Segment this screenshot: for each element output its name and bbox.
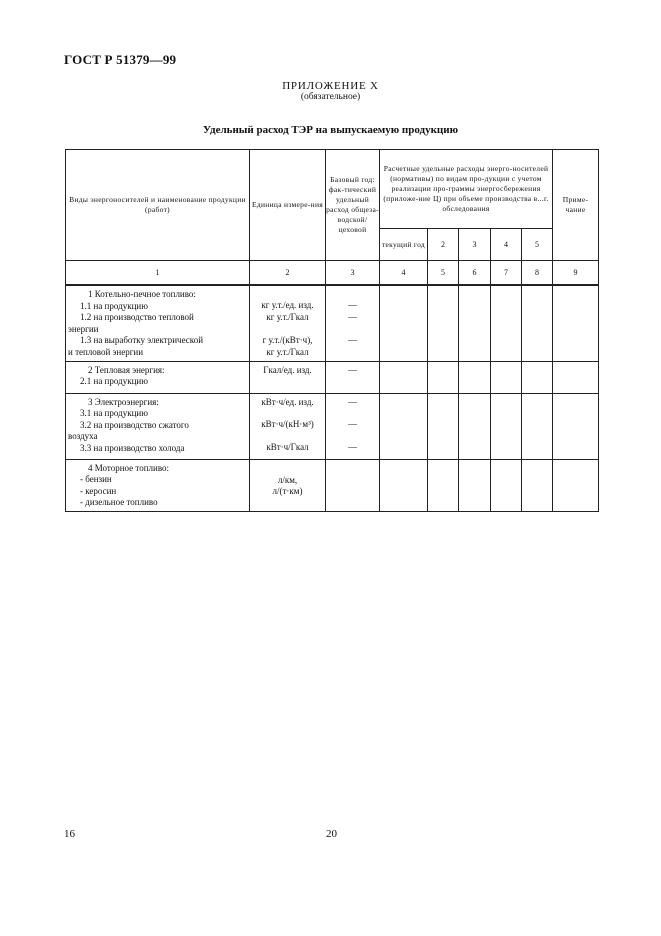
table-row [66,459,599,511]
group-description [66,285,250,361]
dash: — [348,364,357,375]
header-col8: 5 [522,229,553,261]
dash: — [348,441,357,452]
dash: — [348,311,357,322]
base-year-cell [326,361,380,393]
header-col9: Приме-чание [553,150,599,261]
column-number: 6 [459,261,491,286]
item-label: - бензин [80,474,112,484]
dash: — [348,335,357,345]
unit: г у.т./(кВт·ч), [262,335,313,345]
column-number: 2 [250,261,326,286]
header-col4-group: Расчетные удельные расходы энерго-носителей (нормативы) по видам про-дукции с учетом реализации про-граммы энергосбережения (приложе-ние Ц) при объеме производства в...г. обследования [380,150,553,229]
group-title: 1 Котельно-печное топливо: [88,289,196,299]
table-row [66,393,599,459]
group-description [66,393,250,459]
column-number: 3 [326,261,380,286]
item-label-cont: воздуха [68,431,98,441]
group-title: 3 Электроэнергия: [88,396,159,407]
unit-cell [250,459,326,511]
item-label-cont: энергии [68,323,99,334]
column-number: 4 [380,261,428,286]
unit: л/(т·км) [272,486,303,496]
header-current-year: текущий год [380,229,428,261]
unit: Гкал/ед. изд. [263,364,312,375]
table-row [66,285,599,361]
column-number: 1 [66,261,250,286]
energy-consumption-table [65,149,599,512]
unit: кг у.т./ед. изд. [261,300,314,310]
column-number: 8 [522,261,553,286]
appendix-title: ПРИЛОЖЕНИЕ Х [282,80,379,92]
page-number-center: 20 [326,828,337,840]
page-number-left: 16 [64,828,75,840]
column-number: 7 [491,261,522,286]
group-description [66,459,250,511]
unit: кВт·ч/ед. изд. [261,396,314,407]
item-label: 3.3 на производство холода [80,442,185,453]
item-label: 1.2 на производство тепловой [80,312,194,322]
dash: — [348,419,357,429]
group-title: 4 Моторное топливо: [88,462,170,473]
header-col5: 2 [428,229,459,261]
group-description [66,361,250,393]
table-title: Удельный расход ТЭР на выпускаемую продукцию [203,124,458,136]
appendix-subtitle: (обязательное) [300,92,361,102]
item-label: 3.2 на производство сжатого [80,419,189,430]
unit: л/км, [277,474,298,485]
column-number: 5 [428,261,459,286]
item-label-cont: и тепловой энергии [68,346,144,357]
group-title: 2 Тепловая энергия: [88,364,165,375]
item-label: - керосин [80,485,117,496]
base-year-cell [326,459,380,511]
item-label: 2.1 на продукцию [80,376,148,386]
unit: кВт·ч/(кН·м³) [261,419,314,429]
item-label: 1.1 на продукцию [80,300,148,311]
unit-cell [250,361,326,393]
document-header: ГОСТ Р 51379—99 [64,52,177,67]
header-col6: 3 [459,229,491,261]
base-year-cell [326,393,380,459]
dash: — [348,396,357,407]
header-col3: Базовый год: фак-тический удельный расход общеза-водской/ цеховой [326,150,380,261]
item-label: 3.1 на продукцию [80,408,148,418]
unit-cell [250,393,326,459]
item-label: - дизельное топливо [80,497,158,507]
unit: кг у.т./Гкал [266,346,309,357]
table-row [66,361,599,393]
unit: кг у.т./Гкал [266,311,309,322]
column-number: 9 [553,261,599,286]
column-number-row [66,261,599,286]
header-col1: Виды энергоносителей и наименование продукции (работ) [66,150,250,261]
base-year-cell [326,285,380,361]
item-label: 1.3 на выработку электрической [80,335,204,345]
header-col2: Единица измере-ния [250,150,326,261]
header-col7: 4 [491,229,522,261]
unit: кВт·ч/Гкал [266,441,309,452]
unit-cell [250,285,326,361]
dash: — [348,300,357,310]
